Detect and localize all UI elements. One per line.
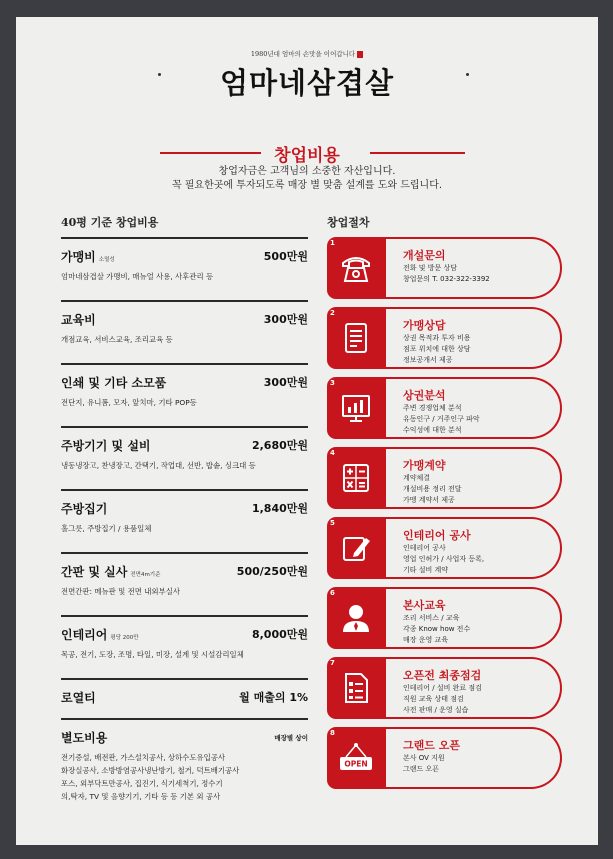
desc-line: 목공, 전기, 도장, 조명, 타일, 미장, 설계 및 시설감리일체 bbox=[61, 650, 244, 659]
cost-name: 로열티 bbox=[61, 691, 96, 705]
step-card bbox=[327, 377, 562, 439]
cost-name: 별도비용 bbox=[61, 731, 108, 745]
step-desc bbox=[403, 473, 462, 506]
desc-line: 개점교육, 서비스교육, 조리교육 등 bbox=[61, 335, 173, 344]
step-line: 본사 OV 지원 bbox=[403, 754, 445, 762]
desc-line: 엄마네삼겹살 가맹비, 매뉴얼 사용, 사후관리 등 bbox=[61, 272, 214, 281]
desc-line: 전단지, 유니폼, 모자, 앞치마, 기타 POP등 bbox=[61, 398, 197, 407]
cost-desc bbox=[61, 270, 213, 283]
step-line: 상권 목적과 투자 비용 bbox=[403, 334, 471, 342]
divider bbox=[61, 426, 308, 428]
step-body bbox=[386, 307, 562, 369]
divider bbox=[61, 678, 308, 680]
desc-line: 냉동냉장고, 찬냉장고, 간택기, 작업대, 선반, 밥솥, 싱크대 등 bbox=[61, 461, 256, 470]
step-desc bbox=[403, 683, 482, 716]
desc-line: 홀그릇, 주방집기 / 용품일체 bbox=[61, 524, 152, 533]
cost-note: 소멸성 bbox=[98, 257, 115, 263]
step-line: 점포 위치에 대한 상담 bbox=[403, 345, 471, 353]
step-line: 인테리어 / 설비 완료 점검 bbox=[403, 684, 482, 692]
step-icon-panel bbox=[327, 587, 386, 649]
step-line: 기타 설비 계약 bbox=[403, 566, 449, 574]
cost-name: 주방집기 bbox=[61, 502, 108, 516]
cost-price: 1,840만원 bbox=[251, 502, 308, 515]
step-card bbox=[327, 657, 562, 719]
step-line: 영업 인허가 / 사업자 등록, bbox=[403, 555, 485, 563]
step-title: 그랜드 오픈 bbox=[403, 739, 460, 752]
step-desc bbox=[403, 403, 480, 436]
step-line: 수익성에 대한 분석 bbox=[403, 426, 462, 434]
desc-line: 화장실공사, 소방방염공사냉난방기, 철거, 덕트배기공사 bbox=[61, 766, 240, 775]
process-heading: 창업절차 bbox=[327, 216, 370, 229]
step-line: 가맹 계약서 제공 bbox=[403, 496, 455, 504]
step-line: 매장 운영 교육 bbox=[403, 636, 449, 644]
step-desc bbox=[403, 753, 445, 775]
cost-price: 500/250만원 bbox=[236, 565, 308, 578]
step-line: 전화 및 방문 상담 bbox=[403, 264, 458, 272]
cost-name: 간판 및 실사 전면4m기준 bbox=[61, 565, 161, 579]
step-title: 가맹상담 bbox=[403, 319, 446, 332]
step-body bbox=[386, 727, 562, 789]
step-icon-panel bbox=[327, 237, 386, 299]
cost-desc bbox=[61, 751, 239, 803]
cost-desc bbox=[61, 396, 197, 409]
step-number: 7 bbox=[330, 659, 335, 667]
step-number: 8 bbox=[330, 729, 335, 737]
chart-icon bbox=[337, 389, 375, 427]
step-card bbox=[327, 307, 562, 369]
step-line: 조리 서비스 / 교육 bbox=[403, 614, 460, 622]
divider bbox=[61, 489, 308, 491]
step-title: 가맹계약 bbox=[403, 459, 446, 472]
section-title-text: 창업비용 bbox=[274, 146, 340, 166]
menu-page bbox=[16, 17, 598, 845]
divider bbox=[61, 300, 308, 302]
cost-note: 전면4m기준 bbox=[130, 572, 161, 578]
cost-name: 주방기기 및 설비 bbox=[61, 439, 151, 453]
divider bbox=[61, 363, 308, 365]
step-body bbox=[386, 377, 562, 439]
divider bbox=[61, 615, 308, 617]
cost-desc bbox=[61, 333, 173, 346]
step-number: 6 bbox=[330, 589, 335, 597]
step-desc bbox=[403, 613, 470, 646]
step-card bbox=[327, 517, 562, 579]
costs-heading: 40평 기준 창업비용 bbox=[61, 216, 159, 229]
intro-line: 꼭 필요한곳에 투자되도록 매장 별 맞춤 설계를 도와 드립니다. bbox=[171, 180, 443, 191]
step-title: 인테리어 공사 bbox=[403, 529, 471, 542]
cost-desc bbox=[61, 459, 256, 472]
step-body bbox=[386, 517, 562, 579]
step-body bbox=[386, 447, 562, 509]
step-number: 5 bbox=[330, 519, 335, 527]
step-desc bbox=[403, 263, 490, 285]
step-card bbox=[327, 237, 562, 299]
tagline: 1980년대 엄마의 손맛을 이어갑니다 bbox=[16, 49, 598, 58]
step-card bbox=[327, 447, 562, 509]
step-icon-panel bbox=[327, 447, 386, 509]
step-number: 2 bbox=[330, 309, 335, 317]
person-icon bbox=[337, 599, 375, 637]
step-desc bbox=[403, 333, 471, 366]
cost-desc bbox=[61, 522, 151, 535]
step-body bbox=[386, 657, 562, 719]
pen-icon bbox=[337, 529, 375, 567]
brand-title: 엄마네삼겹살 bbox=[219, 66, 395, 100]
cost-price: 300만원 bbox=[263, 376, 308, 389]
section-title bbox=[16, 141, 598, 166]
cost-price: 월 매출의 1% bbox=[239, 691, 308, 704]
cost-name: 교육비 bbox=[61, 313, 96, 327]
step-desc bbox=[403, 543, 484, 576]
desc-line: 포스, 외부닥트만공사, 집진기, 식기세척기, 정수기 bbox=[61, 779, 223, 788]
step-icon-panel bbox=[327, 307, 386, 369]
step-line: 계약체결 bbox=[403, 474, 431, 482]
cost-name: 가맹비 소멸성 bbox=[61, 250, 115, 264]
cost-price: 300만원 bbox=[263, 313, 308, 326]
step-icon-panel bbox=[327, 727, 386, 789]
step-number: 1 bbox=[330, 239, 335, 247]
seal-stamp bbox=[357, 51, 363, 58]
document-icon bbox=[337, 319, 375, 357]
phone-icon bbox=[337, 249, 375, 287]
divider bbox=[61, 552, 308, 554]
step-title: 상권분석 bbox=[403, 389, 446, 402]
cost-name: 인쇄 및 기타 소모품 bbox=[61, 376, 167, 390]
step-title: 개설문의 bbox=[403, 249, 446, 262]
step-body bbox=[386, 587, 562, 649]
divider bbox=[61, 237, 308, 239]
step-line: 유동인구 / 거주인구 파악 bbox=[403, 415, 480, 423]
step-icon-panel bbox=[327, 517, 386, 579]
cost-desc bbox=[61, 648, 244, 661]
desc-line: 의,탁자, TV 및 음향기기, 기타 등 등 기본 외 공사 bbox=[61, 792, 221, 801]
cost-price: 500만원 bbox=[263, 250, 308, 263]
step-line: 정보공개서 제공 bbox=[403, 356, 453, 364]
step-icon-panel bbox=[327, 377, 386, 439]
step-line: 창업문의 T. 032-322-3392 bbox=[403, 275, 490, 283]
step-number: 4 bbox=[330, 449, 335, 457]
step-icon-panel bbox=[327, 657, 386, 719]
step-title: 본사교육 bbox=[403, 599, 446, 612]
step-number: 3 bbox=[330, 379, 335, 387]
step-line: 주변 경쟁업체 분석 bbox=[403, 404, 462, 412]
step-card bbox=[327, 587, 562, 649]
step-line: 개설비용 정리 전달 bbox=[403, 485, 462, 493]
checklist-icon bbox=[337, 669, 375, 707]
cost-price: 2,680만원 bbox=[251, 439, 308, 452]
cost-name: 인테리어 평당 200만 bbox=[61, 628, 139, 642]
cost-desc bbox=[61, 585, 180, 598]
step-line: 사전 판매 / 운영 실습 bbox=[403, 706, 469, 714]
step-line: 그랜드 오픈 bbox=[403, 765, 440, 773]
step-body bbox=[386, 237, 562, 299]
cost-note: 평당 200만 bbox=[110, 635, 139, 641]
open-sign-icon bbox=[337, 739, 375, 777]
step-card bbox=[327, 727, 562, 789]
desc-line: 전기증설, 배전판, 가스설치공사, 상하수도유입공사 bbox=[61, 753, 226, 762]
step-line: 인테리어 공사 bbox=[403, 544, 446, 552]
step-title: 오픈전 최종점검 bbox=[403, 669, 482, 682]
desc-line: 전면간판: 메뉴판 및 전면 내외부실사 bbox=[61, 587, 180, 596]
calculator-icon bbox=[337, 459, 375, 497]
step-line: 직원 교육 상태 점검 bbox=[403, 695, 464, 703]
cost-price: 8,000만원 bbox=[251, 628, 308, 641]
sign-text: OPEN bbox=[344, 759, 368, 769]
intro-text bbox=[16, 165, 598, 193]
divider bbox=[61, 718, 308, 720]
cost-price: 매장별 상이 bbox=[274, 734, 308, 742]
step-line: 각종 Know how 전수 bbox=[403, 625, 471, 633]
intro-line: 창업자금은 고객님의 소중한 자산입니다. bbox=[218, 166, 396, 177]
